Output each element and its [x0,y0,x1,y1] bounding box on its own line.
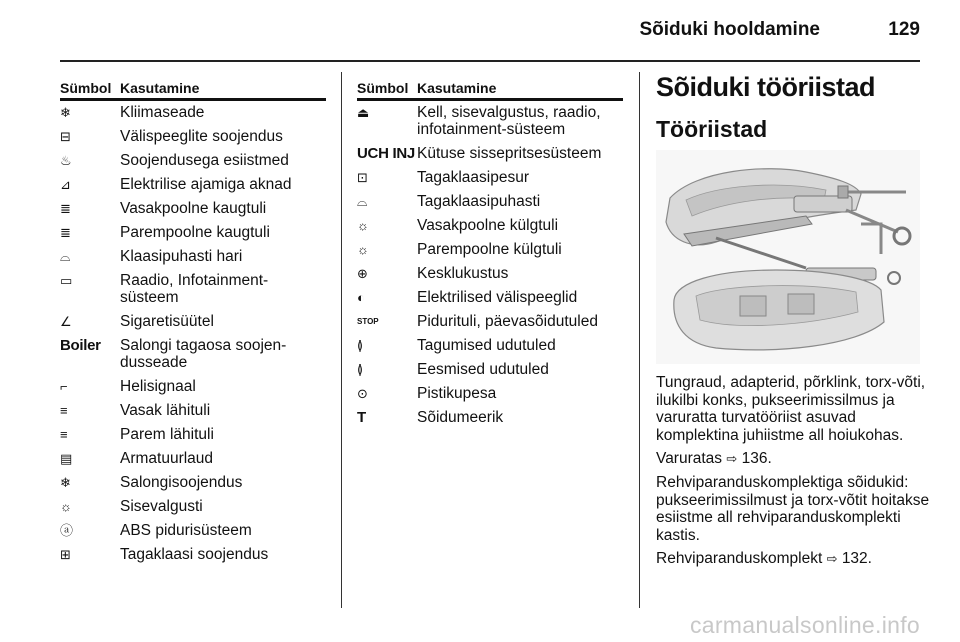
table-row [357,166,623,190]
abs-icon: ⓐ [60,523,74,538]
left-symbol-table [60,80,326,567]
usage-text: Salongisoojendus [120,474,243,491]
usage-text: Kell, sisevalgustus, raadio, infotainment-süsteem [417,104,601,138]
usage-text: Pistikupesa [417,385,497,402]
symbol-text: Boiler [60,337,101,354]
table-row [357,382,623,406]
column-divider-2 [639,72,640,608]
usage-text: Vasakpoolne külgtuli [417,217,559,234]
table-row [60,125,326,149]
table-row [357,190,623,214]
table-row [60,334,326,375]
paragraph-spare-wheel-ref: Varuratas ⇨ 136. [656,450,772,468]
reference-arrow-icon: ⇨ [826,551,838,567]
socket-icon: ⊙ [357,386,368,401]
column-divider-1 [341,72,342,608]
symbol-text: UCH INJ [357,145,415,162]
table-row [357,214,623,238]
usage-text: Kesklukustus [417,265,509,282]
table-row [357,334,623,358]
central-lock-icon: ⊕ [357,266,368,281]
usage-column-header: Kasutamine [120,80,200,96]
usage-text: Sisevalgusti [120,498,203,515]
table-row [60,245,326,269]
running-header-title: Sõiduki hooldamine [639,19,820,40]
left-table-header [60,80,326,101]
symbol-column-header: Sümbol [357,80,409,96]
middle-table-header [357,80,623,101]
cigarette-lighter-icon: ∠ [60,314,72,329]
table-row [60,519,326,543]
table-row [60,310,326,334]
usage-text: Kliimaseade [120,104,205,121]
usage-text: ABS pidurisüsteem [120,522,252,539]
interior-light-icon: ☼ [60,499,72,514]
table-row [60,221,326,245]
symbol-column-header: Sümbol [60,80,112,96]
interior-fan-icon: ❄ [60,475,71,490]
electric-mirror-icon: ◐ [357,290,365,305]
rear-wiper-icon: ⌓ [357,194,368,209]
usage-column-header: Kasutamine [417,80,497,96]
seat-heating-icon: ♨ [60,153,72,168]
reference-arrow-icon: ⇨ [726,451,738,467]
left-low-beam-icon: ≡ [60,403,68,418]
table-row [60,447,326,471]
usage-text: Elektrilise ajamiga aknad [120,176,292,193]
horn-icon: ⌐ [60,379,68,394]
usage-text: Klaasipuhasti hari [120,248,243,265]
table-row [357,286,623,310]
vehicle-tools-illustration [656,150,920,364]
section-title: Sõiduki tööriistad [656,72,876,102]
paragraph-tools-location: Tungraud, adapterid, põrklink, torx-võti, ilukilbi konks, pukseerimissilmus ja varuratta turvatööriist asuvad komplektina juhiistme all hoiukohas. [656,374,926,444]
right-low-beam-icon: ≡ [60,427,68,442]
right-high-beam-icon: ≣ [60,225,71,240]
page-number: 129 [888,19,920,40]
left-high-beam-icon: ≣ [60,201,71,216]
usage-text: Parempoolne kaugtuli [120,224,270,241]
usage-text: Välispeeglite soojendus [120,128,283,145]
usage-text: Sigaretisüütel [120,313,214,330]
table-row [357,101,623,142]
usage-text: Tagaklaasi soojendus [120,546,269,563]
table-row [60,543,326,567]
symbol-text: T [357,409,366,426]
watermark: carmanualsonline.info [689,612,920,638]
usage-text: Helisignaal [120,378,196,395]
front-fog-icon: ≬ [357,362,364,377]
symbol-text: STOP [357,317,379,326]
usage-text: Armatuurlaud [120,450,214,467]
tools-description [656,374,930,574]
wiper-blade-icon: ⌓ [60,249,71,264]
table-row [60,197,326,221]
usage-text: Tagaklaasipuhasti [417,193,541,210]
clock-icon: ⏏ [357,105,370,120]
table-row [60,423,326,447]
rear-fog-icon: ≬ [357,338,364,353]
power-window-icon: ⊿ [60,177,71,192]
page-reference-link[interactable]: 136. [741,450,772,468]
fan-icon: ❄ [60,105,71,120]
table-row [357,238,623,262]
usage-text: Vasakpoolne kaugtuli [120,200,267,217]
table-row [357,358,623,382]
right-side-light-icon: ☼ [357,242,369,257]
paragraph-repair-kit-ref: Rehviparanduskomplekt ⇨ 132. [656,550,872,568]
page-reference-link[interactable]: 132. [841,550,872,568]
rear-washer-icon: ⊡ [357,170,368,185]
usage-text: Elektrilised välispeeglid [417,289,578,306]
header-rule [60,60,920,62]
usage-text: Tagumised udutuled [417,337,556,354]
table-row [357,142,623,166]
table-row [60,495,326,519]
instrument-panel-icon: ▤ [60,451,73,466]
table-row [60,149,326,173]
usage-text: Salongi tagaosa soojen-dusseade [120,337,287,371]
usage-text: Sõidumeerik [417,409,504,426]
middle-symbol-table [357,80,623,430]
subsection-title: Tööriistad [656,116,768,142]
table-row [60,375,326,399]
rear-window-heating-icon: ⊞ [60,547,71,562]
usage-text: Tagaklaasipesur [417,169,530,186]
paragraph-repair-kit: Rehviparanduskomplektiga sõidukid: pukseerimissilmust ja torx-võtit hoitakse esiistme all rehviparanduskomplekti kastis. [656,473,930,544]
usage-text: Vasak lähituli [120,402,211,419]
mirror-heating-icon: ⊟ [60,129,71,144]
table-row [357,406,623,430]
table-row [60,269,326,310]
table-row [60,399,326,423]
usage-text: Raadio, Infotainment-süsteem [120,272,269,306]
left-side-light-icon: ☼ [357,218,369,233]
usage-text: Parem lähituli [120,426,214,443]
table-row [60,173,326,197]
table-row [357,310,623,334]
table-row [60,471,326,495]
usage-text: Kütuse sissepritsesüsteem [417,145,602,162]
usage-text: Soojendusega esiistmed [120,152,289,169]
usage-text: Parempoolne külgtuli [417,241,562,258]
table-row [357,262,623,286]
radio-icon: ▭ [60,273,73,288]
table-row [60,101,326,125]
usage-text: Eesmised udutuled [417,361,549,378]
usage-text: Pidurituli, päevasõidutuled [417,313,598,330]
